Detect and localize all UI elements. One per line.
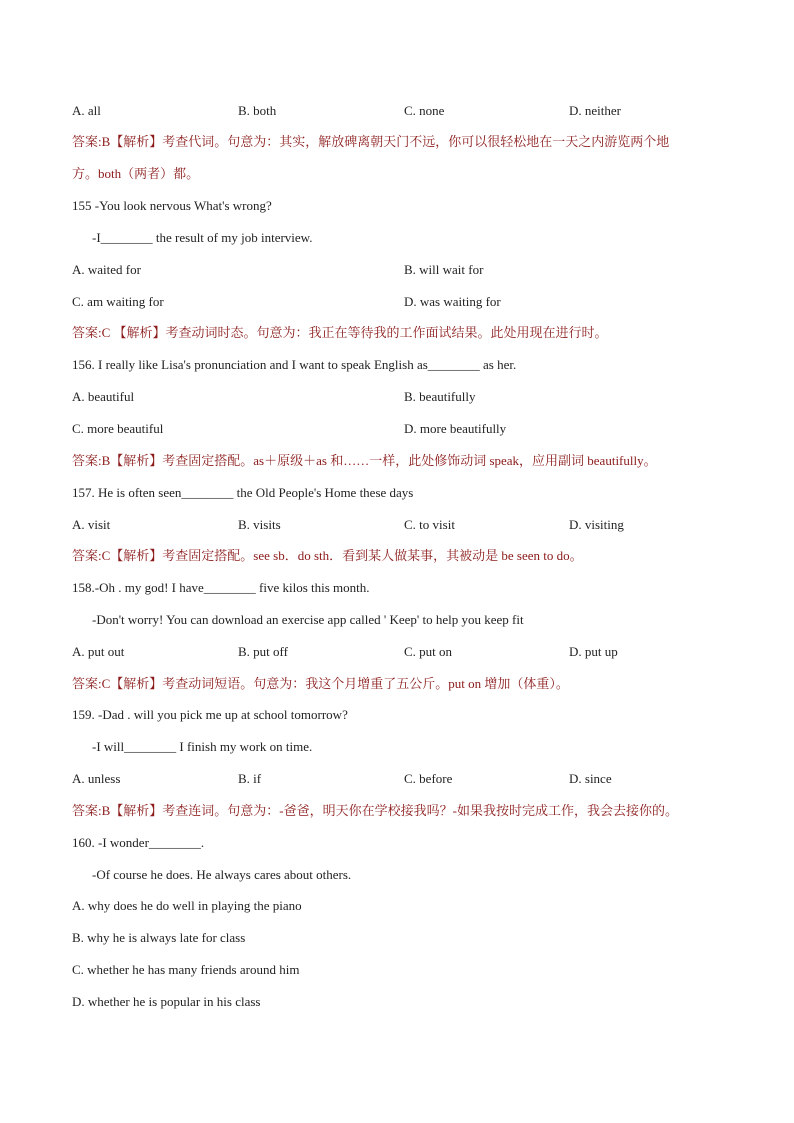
q158-option-a: A. put out xyxy=(72,644,125,659)
q158-option-c: C. put on xyxy=(404,644,453,659)
q159-stem: 159. -Dad . will you pick me up at school tomorrow? xyxy=(72,707,348,722)
q157-option-c: C. to visit xyxy=(404,517,455,532)
q155-option-b: B. will wait for xyxy=(404,262,484,277)
q159-stem-reply: -I will________ I finish my work on time. xyxy=(92,739,313,754)
q160-option-b: B. why he is always late for class xyxy=(72,930,246,945)
q158-option-d: D. put up xyxy=(569,644,618,659)
q158-stem-reply: -Don't worry! You can download an exercise app called ' Keep' to help you keep fit xyxy=(92,612,524,627)
q157-option-a: A. visit xyxy=(72,517,111,532)
q155-stem: 155 -You look nervous What's wrong? xyxy=(72,198,272,213)
q160-stem: 160. -I wonder________. xyxy=(72,835,205,850)
q159-option-a: A. unless xyxy=(72,771,121,786)
q159-answer: 答案:B【解析】考查连词。句意为：-爸爸，明天你在学校接我吗？-如果我按时完成工作，我会去接你的。 xyxy=(72,803,678,818)
q156-option-d: D. more beautifully xyxy=(404,421,507,436)
q158-stem: 158.-Oh . my god! I have________ five kilos this month. xyxy=(72,580,370,595)
q156-answer: 答案:B【解析】考查固定搭配。as＋原级＋as 和……一样，此处修饰动词 speak，应用副词 beautifully。 xyxy=(72,453,657,468)
q160-option-d: D. whether he is popular in his class xyxy=(72,994,261,1009)
q155-option-d: D. was waiting for xyxy=(404,294,501,309)
q154-answer-cont: 方。both（两者）都。 xyxy=(72,166,200,181)
q157-stem: 157. He is often seen________ the Old People's Home these days xyxy=(72,485,414,500)
q159-option-d: D. since xyxy=(569,771,612,786)
q158-answer: 答案:C【解析】考查动词短语。句意为：我这个月增重了五公斤。put on 增加（体重）。 xyxy=(72,676,569,691)
q156-stem: 156. I really like Lisa's pronunciation and I want to speak English as________ as her. xyxy=(72,357,517,372)
q159-option-c: C. before xyxy=(404,771,453,786)
q155-answer: 答案:C 【解析】考查动词时态。句意为：我正在等待我的工作面试结果。此处用现在进行时。 xyxy=(72,325,608,340)
q157-answer: 答案:C【解析】考查固定搭配。see sb．do sth．看到某人做某事，其被动是 be seen to do。 xyxy=(72,548,583,563)
q160-option-c: C. whether he has many friends around him xyxy=(72,962,300,977)
q154-option-b: B. both xyxy=(238,103,277,118)
q158-option-b: B. put off xyxy=(238,644,288,659)
q159-option-b: B. if xyxy=(238,771,262,786)
q157-option-d: D. visiting xyxy=(569,517,624,532)
q155-option-a: A. waited for xyxy=(72,262,141,277)
q154-option-c: C. none xyxy=(404,103,445,118)
q156-option-b: B. beautifully xyxy=(404,389,476,404)
q157-option-b: B. visits xyxy=(238,517,281,532)
q154-answer: 答案:B【解析】考查代词。句意为：其实，解放碑离朝天门不远，你可以很轻松地在一天之内游览两个地 xyxy=(72,134,670,149)
q154-option-a: A. all xyxy=(72,103,101,118)
q155-stem-reply: -I________ the result of my job interview. xyxy=(92,230,313,245)
q154-option-d: D. neither xyxy=(569,103,621,118)
q160-stem-reply: -Of course he does. He always cares about others. xyxy=(92,867,352,882)
q156-option-a: A. beautiful xyxy=(72,389,135,404)
q160-option-a: A. why does he do well in playing the piano xyxy=(72,898,302,913)
q155-option-c: C. am waiting for xyxy=(72,294,164,309)
q156-option-c: C. more beautiful xyxy=(72,421,164,436)
